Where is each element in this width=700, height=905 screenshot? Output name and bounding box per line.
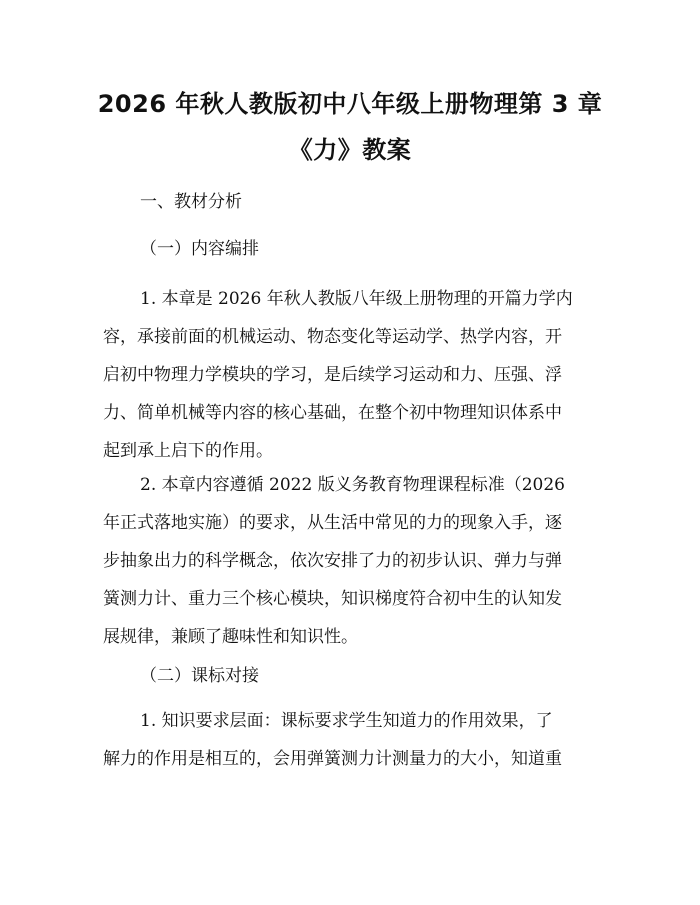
paragraph-line: 解力的作用是相互的，会用弹簧测力计测量力的大小，知道重 bbox=[103, 749, 562, 769]
paragraph-line: 1. 本章是 2026 年秋人教版八年级上册物理的开篇力学内 bbox=[140, 289, 573, 309]
paragraph-line: 簧测力计、重力三个核心模块，知识梯度符合初中生的认知发 bbox=[103, 589, 562, 609]
paragraph-line: 容，承接前面的机械运动、物态变化等运动学、热学内容，开 bbox=[103, 327, 562, 347]
paragraph-3 bbox=[103, 702, 603, 778]
paragraph-line: 展规律，兼顾了趣味性和知识性。 bbox=[103, 627, 358, 647]
paragraph-line: 1. 知识要求层面：课标要求学生知道力的作用效果，了 bbox=[140, 711, 553, 731]
section-heading-textbook-analysis: 一、教材分析 bbox=[140, 192, 242, 212]
paragraph-line: 2. 本章内容遵循 2022 版义务教育物理课程标准（2026 bbox=[140, 475, 565, 495]
subsection-heading-content-arrangement: （一）内容编排 bbox=[140, 239, 259, 259]
paragraph-line: 起到承上启下的作用。 bbox=[103, 441, 273, 461]
subsection-heading-curriculum-alignment: （二）课标对接 bbox=[140, 666, 259, 686]
paragraph-1 bbox=[103, 280, 603, 470]
paragraph-line: 启初中物理力学模块的学习，是后续学习运动和力、压强、浮 bbox=[103, 365, 562, 385]
paragraph-line: 力、简单机械等内容的核心基础，在整个初中物理知识体系中 bbox=[103, 403, 562, 423]
paragraph-line: 步抽象出力的科学概念，依次安排了力的初步认识、弹力与弹 bbox=[103, 551, 562, 571]
paragraph-2 bbox=[103, 466, 603, 656]
paragraph-line: 年正式落地实施）的要求，从生活中常见的力的现象入手，逐 bbox=[103, 513, 562, 533]
document-title-line-1: 2026 年秋人教版初中八年级上册物理第 3 章 bbox=[97, 90, 603, 118]
document-title-line-2: 《力》教案 bbox=[288, 136, 412, 164]
